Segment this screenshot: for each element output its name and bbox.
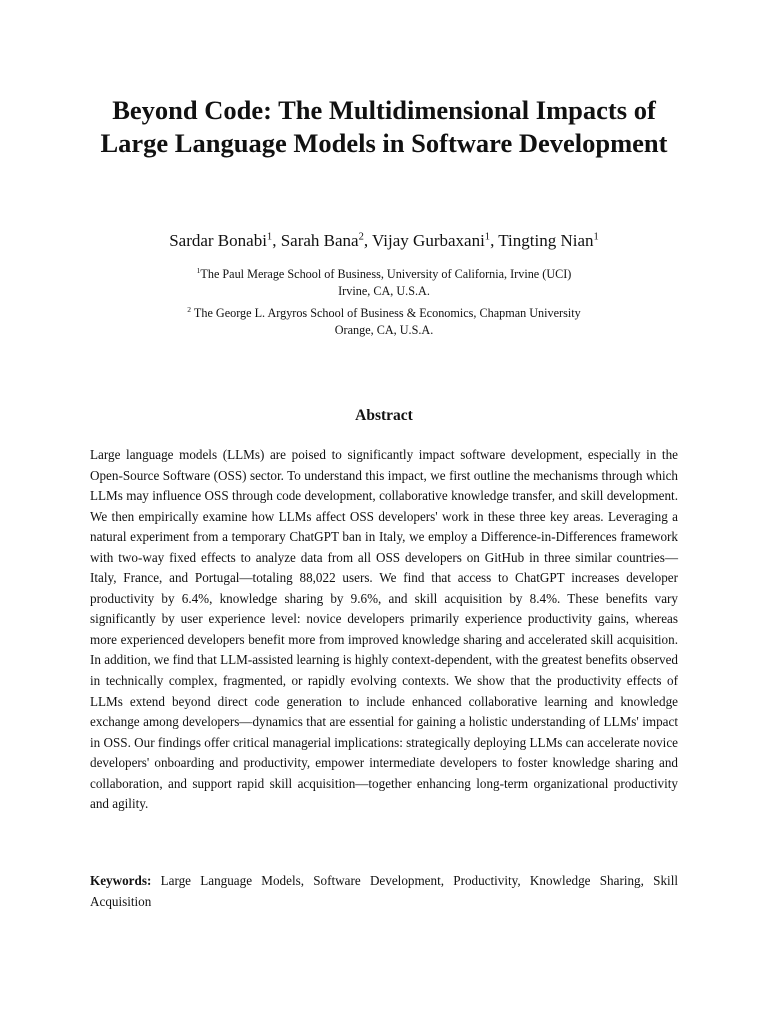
keywords-label: Keywords: (90, 873, 152, 888)
affiliation-institution: The Paul Merage School of Business, University of California, Irvine (UCI) (200, 267, 572, 281)
affiliation-2 (84, 305, 684, 338)
author-affiliation-mark: 2 (358, 231, 364, 243)
affiliation-location: Orange, CA, U.S.A. (334, 322, 434, 337)
keywords-list: Large Language Models, Software Development, Productivity, Knowledge Sharing, Skill Acquisition (90, 873, 678, 909)
keywords (90, 871, 678, 912)
affiliation-mark: 2 (187, 304, 192, 314)
author-name: Vijay Gurbaxani (372, 231, 485, 250)
affiliation-mark: 1 (196, 265, 201, 275)
author-separator: , (490, 231, 499, 250)
author-affiliation-mark: 1 (593, 231, 599, 243)
author-affiliation-mark: 1 (484, 231, 491, 243)
abstract-heading: Abstract (355, 407, 413, 424)
abstract-body: Large language models (LLMs) are poised to significantly impact software development, especially in the Open-Source Software (OSS) sector. To understand this impact, we first outline the mechanisms through which LLMs may influence OSS through code development, collaborative knowledge transfer, and skill development. We then empirically examine how LLMs affect OSS developers' work in these three key areas. Leveraging a natural experiment from a temporary ChatGPT ban in Italy, we employ a Difference-in-Differences framework with two-way fixed effects to analyze data from all OSS developers on GitHub in three similar countries—Italy, France, and Portugal—totaling 88,022 users. We find that access to ChatGPT increases developer productivity by 6.4%, knowledge sharing by 9.6%, and skill acquisition by 8.4%. These benefits vary significantly by user experience level: novice developers primarily experience productivity gains, whereas more experienced developers benefit more from improved knowledge sharing and accelerated skill acquisition. In addition, we find that LLM-assisted learning is highly context-dependent, with the greatest benefits observed in technically complex, fragmented, or rapidly evolving contexts. We show that the productivity effects of LLMs extend beyond direct code generation to include enhanced collaborative learning and knowledge exchange among developers—dynamics that are essential for gaining a holistic understanding of LLMs' impact in OSS. Our findings offer critical managerial implications: strategically deploying LLMs can accelerate novice developers' onboarding and productivity, empower intermediate developers to foster knowledge sharing and collaboration, and support rapid skill acquisition—together enhancing long-term organizational productivity and agility. (90, 447, 678, 812)
author-separator: , (272, 231, 281, 250)
author-name: Tingting Nian (498, 231, 594, 250)
author-separator: , (363, 231, 373, 250)
affiliation-location: Irvine, CA, U.S.A. (338, 283, 430, 298)
author-name: Sardar Bonabi (169, 231, 267, 250)
author-list (84, 230, 684, 252)
affiliation-institution: The George L. Argyros School of Business & Economics, Chapman University (191, 306, 581, 320)
author-affiliation-mark: 1 (266, 231, 273, 243)
author-name: Sarah Bana (280, 231, 359, 250)
paper-title: Beyond Code: The Multidimensional Impacts of Large Language Models in Software Development (100, 95, 668, 158)
affiliation-1 (84, 266, 684, 299)
